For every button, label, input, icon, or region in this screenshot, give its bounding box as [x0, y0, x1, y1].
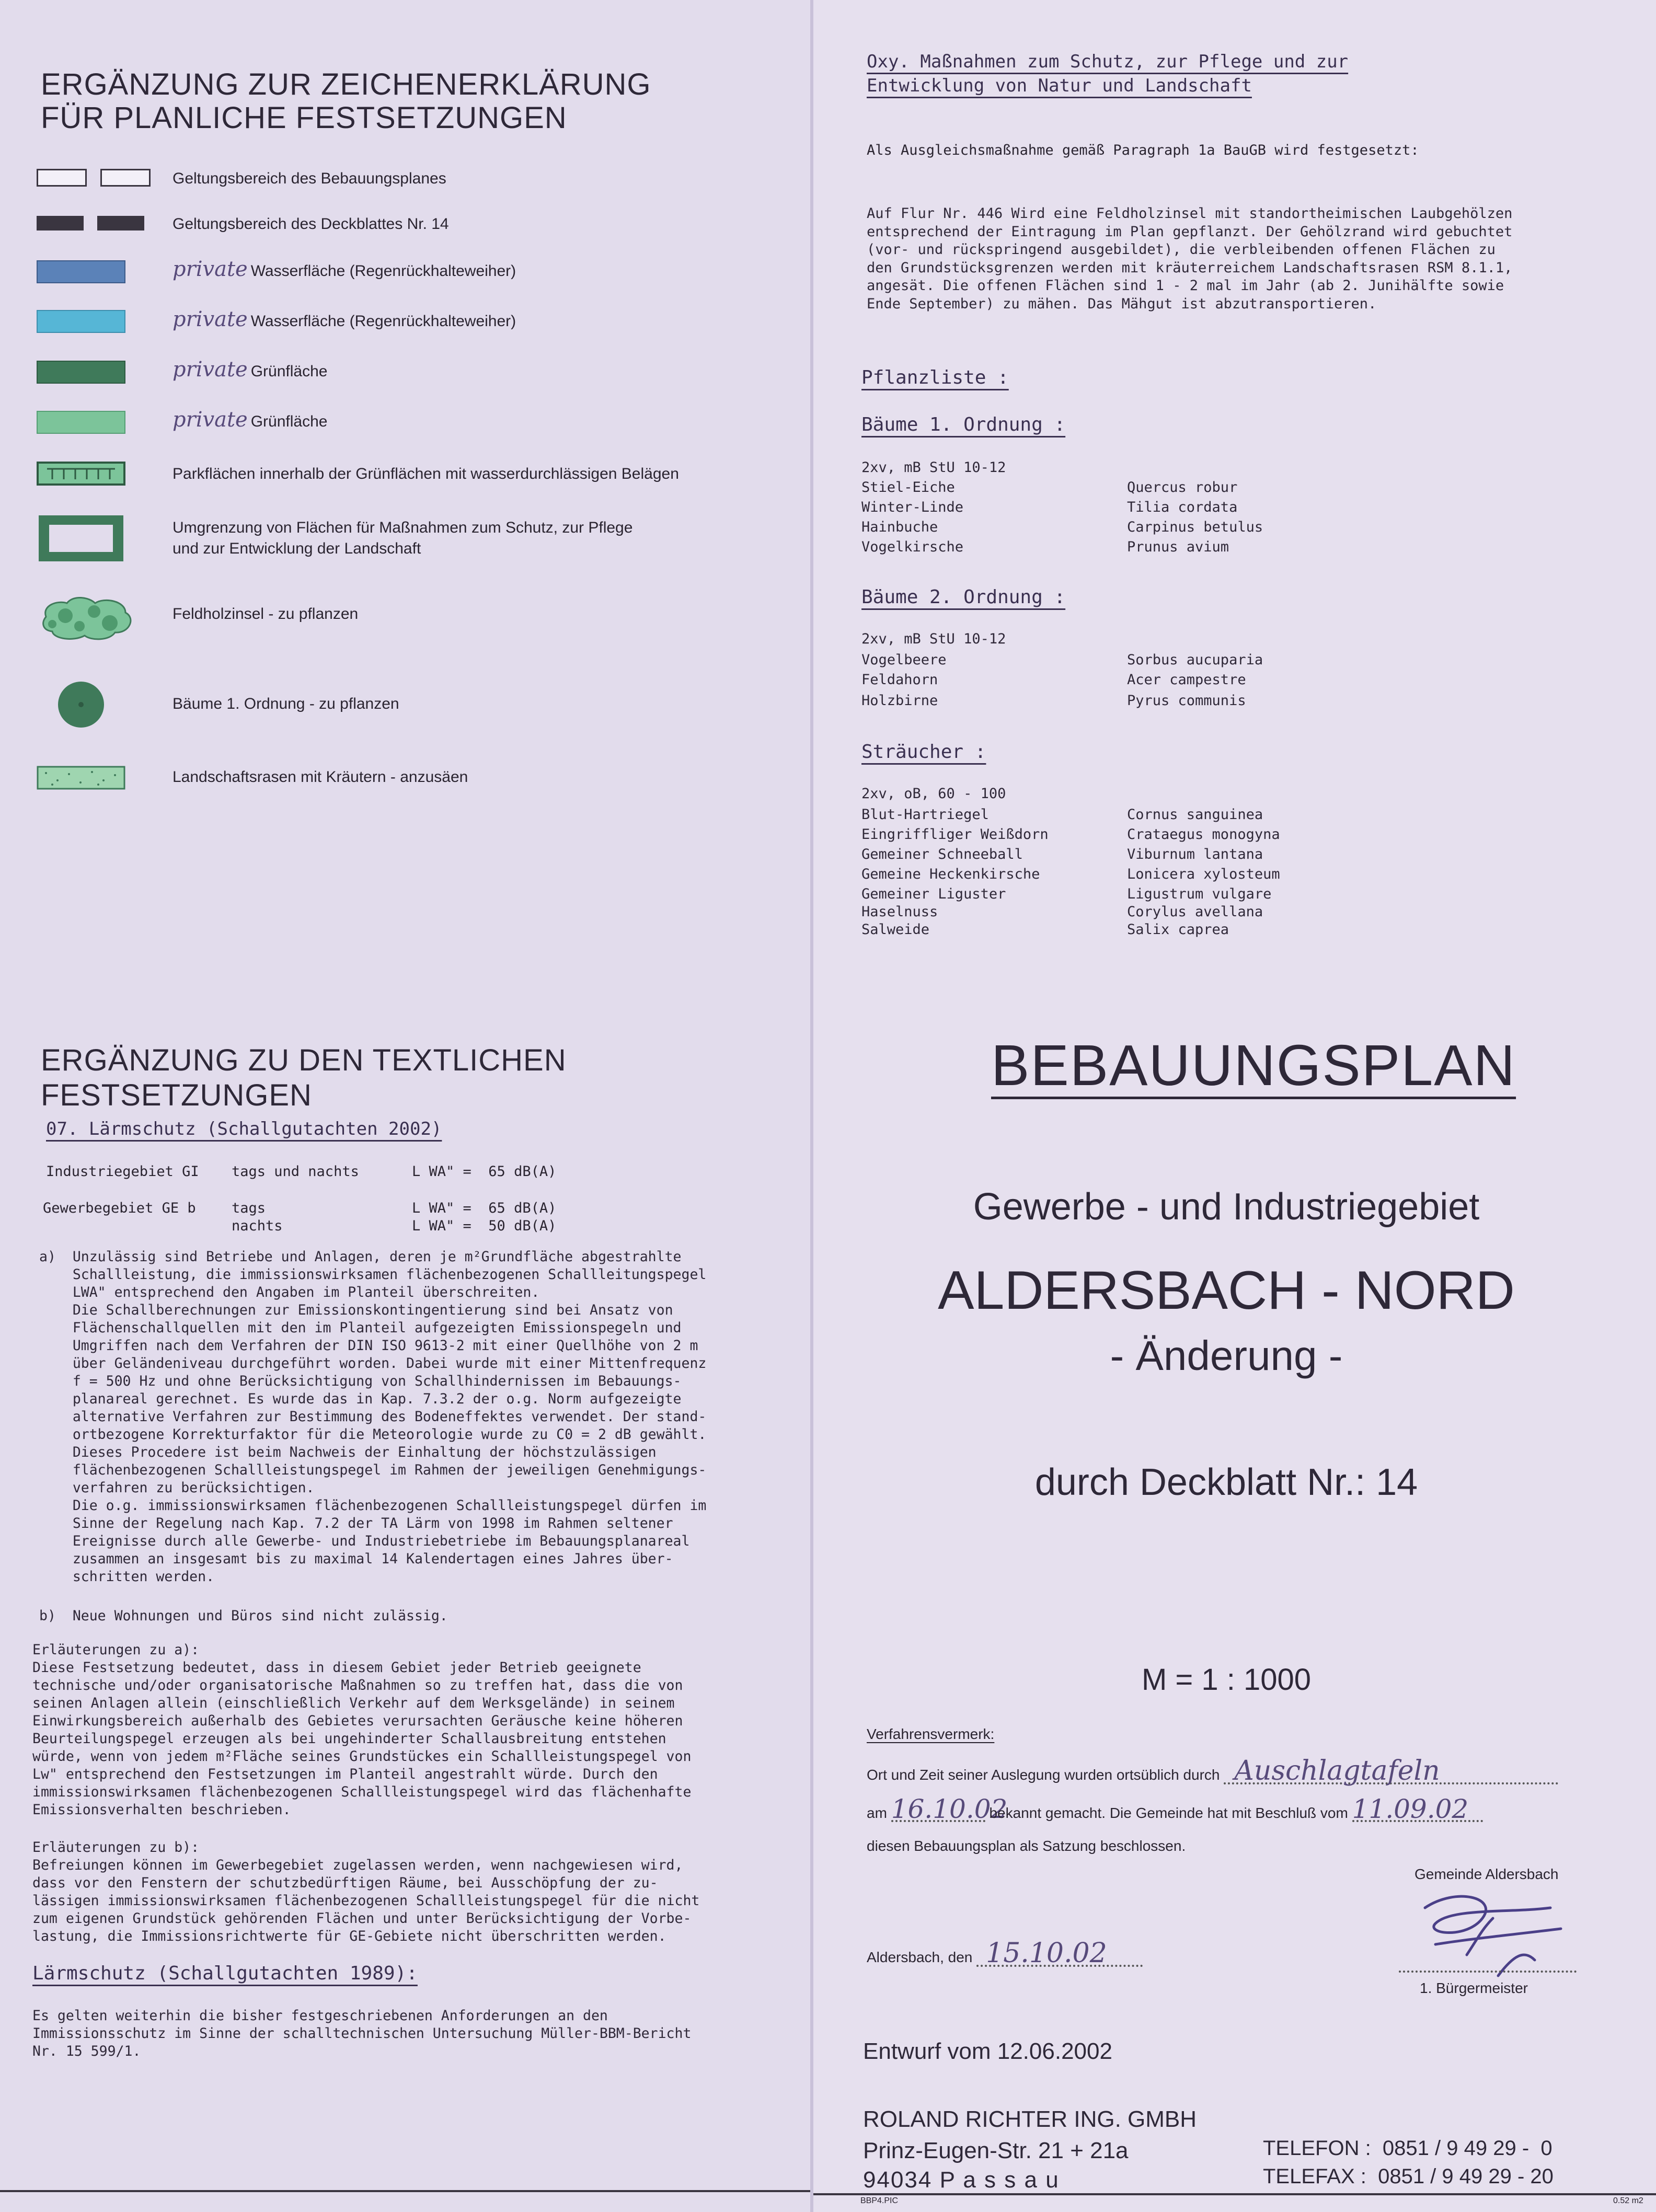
legend-label: private Grünfläche — [172, 408, 328, 432]
tree-symbol — [37, 678, 125, 731]
plant-row: Gemeiner Liguster — [861, 886, 1006, 902]
legend-title-line2: FÜR PLANLICHE FESTSETZUNGEN — [41, 101, 567, 135]
measures-intro: Als Ausgleichsmaßnahme gemäß Paragraph 1a BauGB wird festgesetzt: — [867, 142, 1419, 158]
procedure-line2: am 16.10.02 bekannt gemacht. Die Gemeinde hat mit Beschluß vom 11.09.02 — [867, 1798, 1483, 1822]
plant-row: Holzbirne — [861, 693, 938, 709]
plant-latin: Carpinus betulus — [1127, 519, 1263, 535]
plant-latin: Ligustrum vulgare — [1127, 886, 1272, 902]
plan-scale: M = 1 : 1000 — [1141, 1663, 1312, 1697]
legend-label: Feldholzinsel - zu pflanzen — [172, 605, 359, 623]
measures-title — [867, 50, 1348, 98]
legend-item-deckblatt-boundary — [37, 202, 144, 244]
group-heading: Sträucher : — [861, 741, 986, 763]
noise-subtitle: 07. Lärmschutz (Schallgutachten 2002) — [46, 1119, 442, 1139]
plant-latin: Quercus robur — [1127, 479, 1238, 496]
resolution-date-handwritten: 11.09.02 — [1352, 1798, 1483, 1822]
posting-date-handwritten: 16.10.02 — [891, 1794, 1008, 1824]
green-dark-swatch — [37, 361, 125, 384]
explanation-b: Erläuterungen zu b): Befreiungen können im Gewerbegebiet zugelassen werden, wenn nachgewiesen wird, dass vor den Fenstern der schutzbedürftigen Räume, bei Ausschöpfung der zu- lässigen immissionswirksamen flächenbezogenen Schallleistungspegel für die nicht zum eigenen Grundstück gehörenden Flächen und unter Berücksichtigung der Vorbe- lastung, die Immissionsrichtwerte für GE-Gebiete nicht überschritten werden. — [32, 1839, 700, 1944]
ge-value-day: L WA" = 65 dB(A) — [412, 1200, 557, 1216]
procedure-line3: diesen Bebauungsplan als Satzung beschlossen. — [867, 1838, 1186, 1854]
legend-label: Parkflächen innerhalb der Grünflächen mit wasserdurchlässigen Belägen — [172, 465, 679, 482]
plan-subtitle-area: Gewerbe - und Industriegebiet — [973, 1186, 1480, 1228]
legend-title — [41, 68, 651, 135]
sheet-area: 0.52 m2 — [1613, 2196, 1643, 2205]
legend-item-measures-area — [37, 510, 125, 567]
plant-latin: Lonicera xylosteum — [1127, 866, 1280, 882]
gi-time: tags und nachts — [232, 1163, 359, 1180]
procedure-line1: Ort und Zeit seiner Auslegung wurden ortsüblich durch Auschlagtafeln — [867, 1759, 1558, 1784]
legend-label: Landschaftsrasen mit Kräutern - anzusäen — [172, 768, 468, 786]
legend-label: Geltungsbereich des Bebauungsplanes — [172, 170, 446, 187]
signature-image — [1394, 1876, 1603, 1991]
plant-row: Stiel-Eiche — [861, 479, 955, 496]
group-spec: 2xv, mB StU 10-12 — [861, 459, 1006, 476]
legend-item-water-dark — [37, 251, 125, 293]
explanation-a: Erläuterungen zu a): Diese Festsetzung bedeutet, dass in diesem Gebiet jeder Betrieb geeignete technische und/oder organisatorische Maßnahmen so zu treffen hat, dass die von seinen Anlagen allein (einschließlich Verkehr auf dem Werksgelände) in seinem Einwirkungsbereich außerhalb des Gebietes verursachten Geräusche keine höheren Beurteilungspegel erzeugen als bei ungehinderter Schallausbreitung entstehen würde, wenn von jedem m²Fläche seines Grundstückes ein Schallleistungspegel von Lw" entsprechend den Festsetzungen im Planteil angestrahlt würde. Durch den immissionswirksamen flächenbezogenen Schallleistungspegel wird das flächenhafte Emissionsverhalten beschrieben. — [32, 1642, 692, 1818]
plant-row: Feldahorn — [861, 672, 938, 688]
parking-symbol — [37, 460, 125, 487]
paragraph-b: b) Neue Wohnungen und Büros sind nicht zulässig. — [39, 1608, 448, 1624]
paragraph-1989: Es gelten weiterhin die bisher festgeschriebenen Anforderungen an den Immissionsschutz im Sinne der schalltechnischen Untersuchung Müller-BBM-Bericht Nr. 15 599/1. — [32, 2008, 692, 2059]
left-sheet — [0, 0, 810, 2212]
file-code: BBP4.PIC — [860, 2196, 899, 2205]
gi-value: L WA" = 65 dB(A) — [412, 1163, 557, 1180]
plant-row: Gemeine Heckenkirsche — [861, 866, 1040, 882]
deckblatt-boundary-symbol — [37, 216, 144, 231]
legend-item-parking — [37, 453, 125, 494]
company-phone: TELEFON : 0851 / 9 49 29 - 0 — [1263, 2137, 1552, 2160]
place-date-line: Aldersbach, den 15.10.02 — [867, 1942, 1143, 1967]
green-light-swatch — [37, 411, 125, 434]
plant-row: Salweide — [861, 921, 930, 938]
plant-latin: Viburnum lantana — [1127, 846, 1263, 862]
municipality-label: Gemeinde Aldersbach — [1414, 1866, 1559, 1882]
plant-latin: Salix caprea — [1127, 921, 1229, 938]
plant-row: Eingriffliger Weißdorn — [861, 826, 1049, 843]
ge-time-day: tags — [232, 1200, 266, 1216]
legend-label: Geltungsbereich des Deckblattes Nr. 14 — [172, 215, 449, 233]
plant-row: Blut-Hartriegel — [861, 807, 989, 823]
draft-date: Entwurf vom 12.06.2002 — [863, 2038, 1112, 2064]
legend-item-green-light — [37, 401, 125, 443]
plant-latin: Prunus avium — [1127, 539, 1229, 555]
sign-date-handwritten: 15.10.02 — [976, 1942, 1143, 1967]
plant-latin: Cornus sanguinea — [1127, 807, 1263, 823]
legend-item-water-light — [37, 301, 125, 342]
legend-item-landscape-lawn — [37, 757, 125, 799]
left-frame-bottom — [0, 2190, 810, 2192]
ge-value-night: L WA" = 50 dB(A) — [412, 1218, 557, 1234]
company-street: Prinz-Eugen-Str. 21 + 21a — [863, 2138, 1129, 2163]
plan-title: BEBAUUNGSPLAN — [991, 1033, 1516, 1098]
legend-item-feldholzinsel — [37, 588, 141, 646]
plant-latin: Sorbus aucuparia — [1127, 652, 1263, 668]
ge-label: Gewerbegebiet GE b — [43, 1200, 196, 1216]
group-heading: Bäume 1. Ordnung : — [861, 414, 1066, 435]
plant-row: Vogelbeere — [861, 652, 947, 668]
signature-line — [1399, 1971, 1577, 1973]
measures-area-symbol — [37, 512, 125, 564]
procedure-heading: Verfahrensvermerk: — [867, 1726, 995, 1742]
paragraph-a: a) Unzulässig sind Betriebe und Anlagen, deren je m²Grundfläche abgestrahlte Schallleistung, die immissionswirksamen flächenbezogenen Schallleitungspegel LWA" entsprechend den Angaben im Planteil überschreiten. Die Schallberechnungen zur Emissionskontingentierung sind bei Ansatz von Flächenschallquellen mit den im Planteil aufgezeigten Emissionspegeln und Umgriffen nach dem Verfahren der DIN ISO 9613-2 mit einer Quellhöhe von 2 m über Geländeniveau durchgeführt worden. Dabei wurde mit einer Mittenfrequenz f = 500 Hz und ohne Berücksichtigung von Schallhindernissen im Bebauungs- planareal gerechnet. Es wurde das in Kap. 7.3.2 der o.g. Norm aufgezeigte alternative Verfahren zur Bestimmung des Bodeneffektes verwendet. Der stand- ortbezogene Korrekturfaktor für die Meteorologie wurde zu C0 = 2 dB gewählt. Dieses Procedere ist beim Nachweis der Einhaltung der höchstzulässigen flächenbezogenen Schallleistungspegel im Rahmen der jeweiligen Genehmigungs- verfahren zu berücksichtigen. Die o.g. immissionswirksamen flächenbezogenen Schallleistungspegel dürfen im Sinne der Regelung nach Kap. 7.2 der TA Lärm von 1998 im Rahmen seltener Ereignisse durch alle Gewerbe- und Industriebetriebe im Bebauungsplanareal zusammen an insgesamt bis zu maximal 14 Kalendertagen eines Jahres über- schritten werden. — [39, 1249, 707, 1585]
plant-latin: Tilia cordata — [1127, 499, 1238, 515]
legend-label: private Wasserfläche (Regenrückhalteweiher) — [172, 257, 516, 281]
water-light-swatch — [37, 310, 125, 333]
legend-label: private Wasserfläche (Regenrückhalteweiher) — [172, 307, 516, 331]
right-sheet — [810, 0, 1656, 2212]
legend-item-trees — [37, 678, 125, 731]
plant-row: Winter-Linde — [861, 499, 964, 515]
plan-boundary-symbol — [37, 169, 151, 187]
posting-method-handwritten: Auschlagtafeln — [1224, 1759, 1558, 1784]
plant-latin: Pyrus communis — [1127, 693, 1246, 709]
company-fax: TELEFAX : 0851 / 9 49 29 - 20 — [1263, 2165, 1554, 2188]
measures-body: Auf Flur Nr. 446 Wird eine Feldholzinsel mit standortheimischen Laubgehölzen entsprechend der Eintragung im Plan gepflanzt. Der Gehölzrand wird gebuchtet (vor- und rückspringend ausgebildet), die verbleibenden offenen Flächen zu den Grundstücksgrenzen werden mit kräuterreichem Landschaftsrasen RSM 8.1.1, angesät. Die offenen Flächen sind 1 - 2 mal im Jahr (ab 2. Junihälfte sowie Ende September) zu mähen. Das Mähgut ist abzutransportieren. — [867, 205, 1513, 312]
legend-item-plan-boundary — [37, 157, 151, 199]
right-frame-bottom — [813, 2193, 1656, 2195]
plant-latin: Corylus avellana — [1127, 904, 1263, 920]
plan-subtitle-change: - Änderung - — [1110, 1332, 1343, 1379]
plan-deckblatt: durch Deckblatt Nr.: 14 — [1034, 1461, 1418, 1503]
group-spec: 2xv, oB, 60 - 100 — [861, 786, 1006, 802]
plant-row: Vogelkirsche — [861, 539, 964, 555]
plant-row: Hainbuche — [861, 519, 938, 535]
plant-latin: Crataegus monogyna — [1127, 826, 1280, 843]
water-dark-swatch — [37, 260, 125, 283]
legend-label: private Grünfläche — [172, 358, 328, 382]
plan-subtitle-place: ALDERSBACH - NORD — [938, 1260, 1515, 1321]
text-section-title: ERGÄNZUNG ZU DEN TEXTLICHEN FESTSETZUNGEN — [41, 1043, 567, 1112]
plant-list-heading: Pflanzliste : — [861, 367, 1009, 388]
plant-latin: Acer campestre — [1127, 672, 1246, 688]
measures-title-line2: Entwicklung von Natur und Landschaft — [867, 75, 1252, 96]
plant-row: Gemeiner Schneeball — [861, 846, 1023, 862]
group-heading: Bäume 2. Ordnung : — [861, 586, 1066, 608]
feldholzinsel-symbol — [37, 591, 141, 643]
signer-label: 1. Bürgermeister — [1420, 1980, 1528, 1996]
plant-row: Haselnuss — [861, 904, 938, 920]
measures-title-line1: Oxy. Maßnahmen zum Schutz, zur Pflege und zur — [867, 51, 1349, 72]
company-city: 94034 P a s s a u — [863, 2167, 1060, 2193]
gi-label: Industriegebiet GI — [46, 1163, 199, 1180]
group-spec: 2xv, mB StU 10-12 — [861, 631, 1006, 647]
legend-item-green-dark — [37, 351, 125, 393]
legend-label: Bäume 1. Ordnung - zu pflanzen — [172, 695, 399, 712]
company-name: ROLAND RICHTER ING. GMBH — [863, 2106, 1197, 2132]
legend-label: Umgrenzung von Flächen für Maßnahmen zum Schutz, zur Pflege und zur Entwicklung der Landschaft — [172, 519, 633, 557]
ge-time-night: nachts — [232, 1218, 283, 1234]
legend-title-line1: ERGÄNZUNG ZUR ZEICHENERKLÄRUNG — [41, 67, 651, 101]
noise-1989-subtitle: Lärmschutz (Schallgutachten 1989): — [32, 1963, 418, 1984]
landscape-lawn-symbol — [37, 765, 125, 791]
